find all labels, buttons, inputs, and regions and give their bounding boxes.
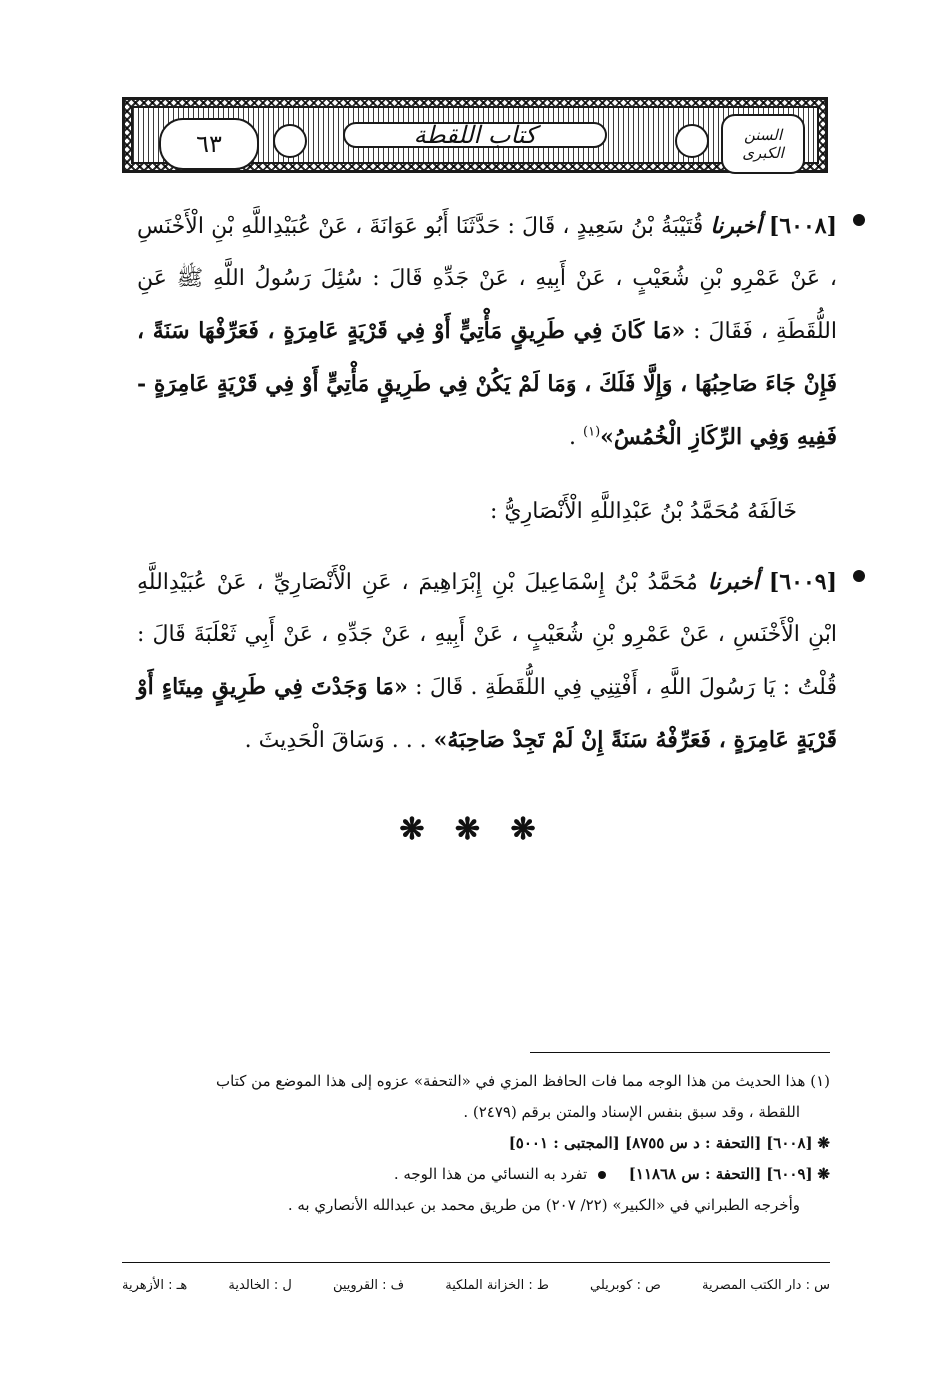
- bullet-icon: [853, 570, 865, 582]
- ornament-left-icon: [273, 124, 307, 158]
- chapter-title: كتاب اللقطة: [413, 121, 537, 149]
- siglum: ل : الخالدية: [228, 1278, 292, 1293]
- siglum: س : دار الكتب المصرية: [701, 1278, 830, 1293]
- emblem-text: [742, 126, 784, 162]
- page-number: ٦٣: [196, 130, 222, 158]
- star-icon: ❋: [817, 1134, 830, 1152]
- footnote-extra: وأخرجه الطبراني في «الكبير» (٢٢/ ٢٠٧) من طريق محمد بن عبدالله الأنصاري به .: [287, 1196, 800, 1214]
- emblem-line-2: الكبرى: [742, 144, 784, 162]
- ref-number: [٦٠٠٩]: [766, 1165, 813, 1183]
- book-emblem: [721, 114, 805, 174]
- star-icon: ❋: [817, 1165, 830, 1183]
- ornament-right-icon: [675, 124, 709, 158]
- footnote-ref-6008: [110, 1128, 830, 1159]
- isnad: قُتَيْبَةُ بْنُ سَعِيدٍ ، قَالَ : حَدَّثَنَا أَبُو عَوَانَةَ ، عَنْ عُبَيْدِاللَّهِ بْنِ الْأَخْنَسِ ، عَنْ عَمْرِو بْنِ شُعَيْبٍ ، عَنْ أَبِيهِ ، عَنْ جَدِّهِ قَالَ : سُئِلَ رَسُولُ اللَّهِ ﷺ عَنِ اللُّقَطَةِ ، فَقَالَ :: [137, 214, 837, 344]
- ref-text: [التحفة : س ١١٨٦٨]: [628, 1165, 762, 1183]
- bullet-icon: [853, 214, 865, 226]
- main-text: [137, 200, 837, 767]
- ref-number: [٦٠٠٨]: [766, 1134, 813, 1152]
- footnote-rule: [530, 1052, 830, 1053]
- ref-text: [التحفة : د س ٨٧٥٥] [المجتبى : ٥٠٠١]: [508, 1134, 762, 1152]
- hadith-6008: [137, 200, 837, 464]
- footnote-ref-6009: [110, 1159, 830, 1190]
- footnote-ref: (١): [583, 424, 601, 440]
- siglum: هـ : الأزهرية: [122, 1278, 188, 1293]
- emblem-line-1: السنن: [743, 126, 783, 144]
- siglum: ط : الخزانة الملكية: [445, 1278, 549, 1293]
- hadith-end: . . . وَسَاقَ الْحَدِيثَ .: [244, 728, 427, 753]
- footnote-1-line-2: اللقطة ، وقد سبق بنفس الإسناد والمتن برقم (٢٤٧٩) .: [463, 1103, 800, 1121]
- hadith-number: [٦٠٠٩]: [768, 569, 838, 595]
- hadith-end: .: [569, 425, 577, 450]
- footnotes: [110, 1066, 830, 1221]
- ikhbar-word: أخبرنا: [710, 213, 762, 239]
- siglum: ف : القرويين: [332, 1278, 405, 1293]
- bottom-rule: [122, 1262, 830, 1263]
- manuscript-sigla: [122, 1278, 830, 1293]
- header-frame: [131, 106, 819, 164]
- section-separator: ❋ ❋ ❋: [399, 812, 546, 847]
- hadith-6009: [137, 556, 837, 767]
- ref-note: تفرد به النسائي من هذا الوجه .: [393, 1165, 588, 1183]
- bullet-icon: [598, 1171, 606, 1179]
- page-number-cartouche: [159, 118, 259, 170]
- footnote-1-line-1: (١) هذا الحديث من هذا الوجه مما فات الحافظ المزي في «التحفة» عزوه إلى هذا الموضع من كتاب: [216, 1072, 830, 1090]
- siglum: ص : كوبريلي: [590, 1278, 661, 1293]
- khalafa-line: خَالَفَهُ مُحَمَّدُ بْنُ عَبْدِاللَّهِ الْأَنْصَارِيُّ :: [489, 499, 797, 524]
- isnad: مُحَمَّدُ بْنُ إِسْمَاعِيلَ بْنِ إِبْرَاهِيمَ ، عَنِ الْأَنْصَارِيِّ ، عَنْ عُبَيْدِاللَّهِ ابْنِ الْأَخْنَسِ ، عَنْ عَمْرِو بْنِ شُعَيْبٍ ، عَنْ أَبِيهِ ، عَنْ جَدِّهِ ، عَنْ أَبِي ثَعْلَبَةَ قَالَ : قُلْتُ : يَا رَسُولَ اللَّهِ ، أَفْتِنِي فِي اللُّقَطَةِ . قَالَ :: [137, 570, 837, 700]
- hadith-number: [٦٠٠٨]: [768, 213, 838, 239]
- header-title-cartouche: [343, 122, 607, 148]
- matn: «مَا كَانَ فِي طَرِيقٍ مَأْتِيٍّ أَوْ فِي قَرْيَةٍ عَامِرَةٍ ، فَعَرِّفْهَا سَنَةً ، فَإِنْ جَاءَ صَاحِبُهَا ، وَإِلَّا فَلَكَ ، وَمَا لَمْ يَكُنْ فِي طَرِيقٍ مَأْتِيٍّ أَوْ فِي قَرْيَةٍ عَامِرَةٍ - فَفِيهِ وَفِي الرِّكَازِ الْخُمُسُ»: [137, 318, 837, 450]
- matn: «مَا وَجَدْتَ فِي طَرِيقٍ مِيتَاءٍ أَوْ قَرْيَةٍ عَامِرَةٍ ، فَعَرِّفْهُ سَنَةً إِنْ لَمْ تَجِدْ صَاحِبَهُ»: [137, 674, 837, 753]
- page-header: [122, 97, 828, 173]
- ikhbar-word: أخبرنا: [707, 569, 760, 595]
